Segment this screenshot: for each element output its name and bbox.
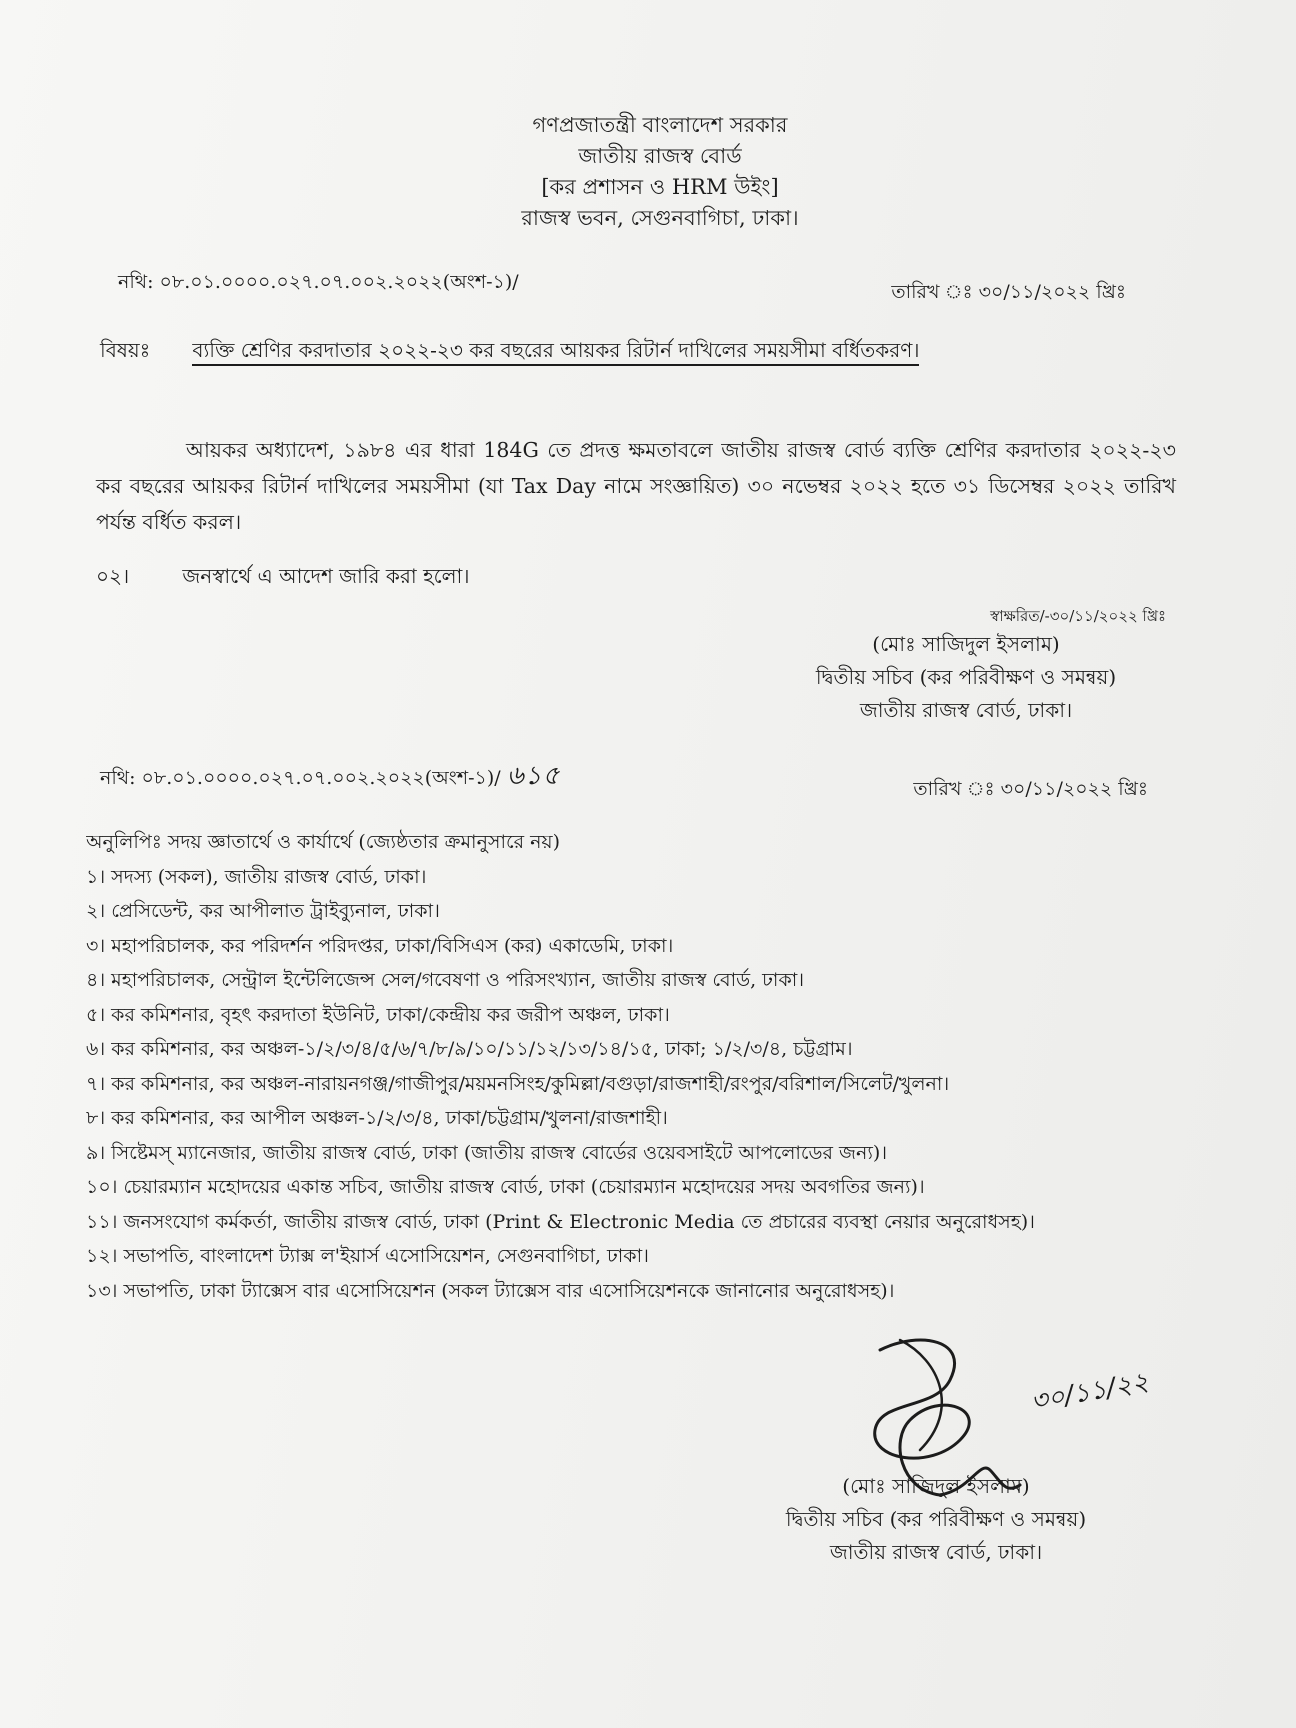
- signatory-block-1: [756, 604, 1176, 727]
- subject-text: ব্যক্তি শ্রেণির করদাতার ২০২২-২৩ কর বছরের আয়কর রিটার্ন দাখিলের সময়সীমা বর্ধিতকরণ।: [192, 338, 919, 366]
- list-item: ৮। কর কমিশনার, কর আপীল অঞ্চল-১/২/৩/৪, ঢাকা/চট্টগ্রাম/খুলনা/রাজশাহী।: [86, 1107, 668, 1129]
- list-item: ১০। চেয়ারম্যান মহোদয়ের একান্ত সচিব, জাতীয় রাজস্ব বোর্ড, ঢাকা (চেয়ারম্যান মহোদয়ের সদয় অবগতির জন্য)।: [86, 1176, 925, 1198]
- list-item: ৫। কর কমিশনার, বৃহৎ করদাতা ইউনিট, ঢাকা/কেন্দ্রীয় কর জরীপ অঞ্চল, ঢাকা।: [86, 1003, 670, 1026]
- body-paragraph-1: আয়কর অধ্যাদেশ, ১৯৮৪ এর ধারা 184G তে প্রদত্ত ক্ষমতাবলে জাতীয় রাজস্ব বোর্ড ব্যক্তি শ্রেণির করদাতার ২০২২-২৩ কর বছরের আয়কর রিটার্ন দাখিলের সময়সীমা (যা Tax Day নামে সংজ্ঞায়িত) ৩০ নভেম্বর ২০২২ হতে ৩১ ডিসেম্বর ২০২২ তারিখ পর্যন্ত বর্ধিত করল।: [96, 438, 1176, 534]
- list-item: ১১। জনসংযোগ কর্মকর্তা, জাতীয় রাজস্ব বোর্ড, ঢাকা (Print & Electronic Media তে প্রচারের ব্যবস্থা নেয়ার অনুরোধসহ)।: [86, 1210, 1035, 1233]
- wing-name: [কর প্রশাসন ও HRM উইং]: [541, 175, 779, 199]
- signatory-office: জাতীয় রাজস্ব বোর্ড, ঢাকা।: [859, 698, 1073, 722]
- file-reference-number: নথি: ০৮.০১.০০০০.০২৭.০৭.০০২.২০২২(অংশ-১)/: [118, 271, 519, 293]
- paragraph-number: ০২।: [96, 564, 130, 588]
- list-item: ৭। কর কমিশনার, কর অঞ্চল-নারায়নগঞ্জ/গাজীপুর/ময়মনসিংহ/কুমিল্লা/বগুড়া/রাজশাহী/রংপুর/বরিশাল/সিলেট/খুলনা।: [86, 1072, 950, 1095]
- letterhead: [440, 110, 880, 234]
- handwritten-memo-number: ৬১৫: [506, 761, 561, 791]
- paragraph-text: জনস্বার্থে এ আদেশ জারি করা হলো।: [182, 564, 470, 588]
- list-item: ১৩। সভাপতি, ঢাকা ট্যাক্সেস বার এসোসিয়েশন (সকল ট্যাক্সেস বার এসোসিয়েশনকে জানানোর অনুরোধসহ)।: [86, 1279, 895, 1302]
- list-item: ৩। মহাপরিচালক, কর পরিদর্শন পরিদপ্তর, ঢাকা/বিসিএস (কর) একাডেমি, ঢাকা।: [86, 934, 674, 957]
- list-item: ২। প্রেসিডেন্ট, কর আপীলাত ট্রাইব্যুনাল, ঢাকা।: [86, 900, 440, 922]
- signatory-office: জাতীয় রাজস্ব বোর্ড, ঢাকা।: [829, 1540, 1043, 1564]
- signatory-name: (মোঃ সাজিদুল ইসলাম): [872, 632, 1060, 656]
- list-item: ৬। কর কমিশনার, কর অঞ্চল-১/২/৩/৪/৫/৬/৭/৮/৯/১০/১১/১২/১৩/১৪/১৫, ঢাকা; ১/২/৩/৪, চট্টগ্রাম।: [86, 1038, 853, 1060]
- government-name: গণপ্রজাতন্ত্রী বাংলাদেশ সরকার: [532, 113, 788, 137]
- distribution-intro: অনুলিপিঃ সদয় জ্ঞাতার্থে ও কার্যার্থে (জ্যেষ্ঠতার ক্রমানুসারে নয়): [86, 831, 561, 853]
- office-address: রাজস্ব ভবন, সেগুনবাগিচা, ঢাকা।: [521, 206, 799, 230]
- distribution-list: [86, 825, 1236, 1308]
- handwritten-date: ৩০/১১/২২: [1028, 1366, 1151, 1418]
- signatory-block-2: [726, 1470, 1146, 1569]
- subject-line: [100, 336, 1220, 369]
- subject-label: বিষয়ঃ: [100, 338, 151, 362]
- copy-reference-number: [100, 755, 560, 799]
- copy-reference-text: নথি: ০৮.০১.০০০০.০২৭.০৭.০০২.২০২২(অংশ-১)/: [100, 767, 501, 789]
- signatory-designation: দ্বিতীয় সচিব (কর পরিবীক্ষণ ও সমন্বয়): [815, 665, 1117, 689]
- signed-note: স্বাক্ষরিত/-৩০/১১/২০২২ খ্রিঃ: [990, 607, 1166, 625]
- copy-date: তারিখ ঃ ৩০/১১/২০২২ খ্রিঃ: [913, 778, 1148, 800]
- issue-date: তারিখ ঃ ৩০/১১/২০২২ খ্রিঃ: [891, 281, 1126, 303]
- signatory-designation: দ্বিতীয় সচিব (কর পরিবীক্ষণ ও সমন্বয়): [785, 1507, 1087, 1531]
- signatory-name: (মোঃ সাজিদুল ইসলাম): [842, 1474, 1030, 1498]
- body-paragraph-2: [96, 562, 469, 595]
- list-item: ১২। সভাপতি, বাংলাদেশ ট্যাক্স ল'ইয়ার্স এসোসিয়েশন, সেগুনবাগিচা, ঢাকা।: [86, 1245, 649, 1267]
- list-item: ৯। সিষ্টেমস্ ম্যানেজার, জাতীয় রাজস্ব বোর্ড, ঢাকা (জাতীয় রাজস্ব বোর্ডের ওয়েবসাইটে আপলোডের জন্য)।: [86, 1141, 888, 1164]
- list-item: ৪। মহাপরিচালক, সেন্ট্রাল ইন্টেলিজেন্স সেল/গবেষণা ও পরিসংখ্যান, জাতীয় রাজস্ব বোর্ড, ঢাকা।: [86, 969, 805, 991]
- list-item: ১। সদস্য (সকল), জাতীয় রাজস্ব বোর্ড, ঢাকা।: [86, 865, 427, 888]
- board-name: জাতীয় রাজস্ব বোর্ড: [578, 144, 742, 168]
